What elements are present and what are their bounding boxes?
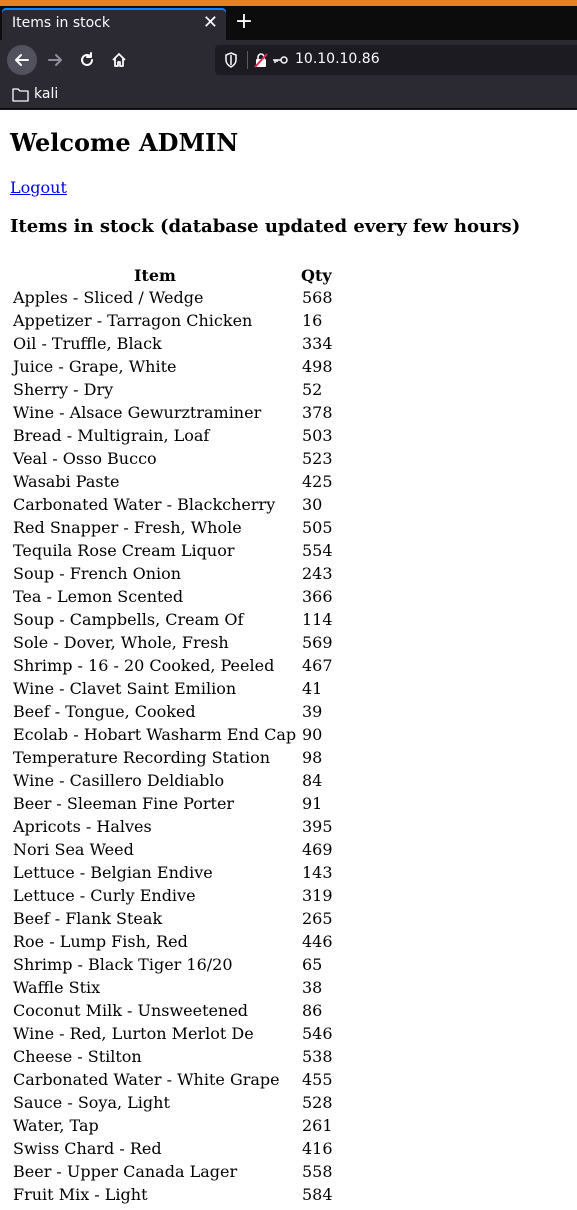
item-name-cell: Lettuce - Curly Endive [13, 886, 196, 905]
item-qty-cell: 546 [302, 1024, 333, 1043]
back-button[interactable] [7, 45, 37, 75]
item-qty-cell: 334 [302, 334, 333, 353]
bookmark-folder-kali[interactable] [12, 85, 58, 103]
item-name-cell: Wasabi Paste [13, 472, 120, 491]
url-text[interactable]: 10.10.10.86 [295, 51, 380, 67]
item-name-cell: Lettuce - Belgian Endive [13, 863, 213, 882]
item-qty-cell: 41 [302, 679, 323, 698]
table-row [11, 654, 335, 677]
item-name-cell: Oil - Truffle, Black [13, 334, 162, 353]
reload-button[interactable] [72, 45, 102, 75]
item-qty-cell: 416 [302, 1139, 333, 1158]
table-row [11, 1045, 335, 1068]
item-qty-cell: 505 [302, 518, 333, 537]
item-name-cell: Tea - Lemon Scented [13, 587, 184, 606]
home-button[interactable] [104, 45, 134, 75]
item-qty-cell: 554 [302, 541, 333, 560]
item-qty-cell: 366 [302, 587, 333, 606]
item-name-cell: Wine - Alsace Gewurztraminer [13, 403, 262, 422]
item-name-cell: Apples - Sliced / Wedge [13, 288, 204, 307]
table-row [11, 424, 335, 447]
table-row [11, 976, 335, 999]
table-row [11, 516, 335, 539]
item-qty-cell: 16 [302, 311, 323, 330]
table-row [11, 1114, 335, 1137]
item-qty-cell: 91 [302, 794, 323, 813]
url-separator [247, 51, 248, 69]
item-qty-cell: 425 [302, 472, 333, 491]
item-qty-cell: 319 [302, 886, 333, 905]
item-name-cell: Carbonated Water - White Grape [13, 1070, 280, 1089]
table-row [11, 539, 335, 562]
table-row [11, 1183, 335, 1206]
item-qty-cell: 498 [302, 357, 333, 376]
table-row [11, 884, 335, 907]
item-name-cell: Soup - Campbells, Cream Of [13, 610, 244, 629]
shield-icon[interactable] [223, 51, 239, 69]
home-icon [110, 51, 128, 69]
item-qty-cell: 39 [302, 702, 323, 721]
browser-chrome [0, 0, 577, 110]
item-qty-cell: 395 [302, 817, 333, 836]
item-qty-cell: 98 [302, 748, 323, 767]
item-name-cell: Wine - Casillero Deldiablo [13, 771, 225, 790]
table-header-row [11, 264, 335, 286]
item-qty-cell: 52 [302, 380, 323, 399]
url-bar[interactable] [215, 45, 577, 75]
item-name-cell: Bread - Multigrain, Loaf [13, 426, 210, 445]
table-row [11, 332, 335, 355]
item-name-cell: Roe - Lump Fish, Red [13, 932, 188, 951]
item-name-cell: Ecolab - Hobart Washarm End Cap [13, 725, 297, 744]
item-qty-cell: 261 [302, 1116, 333, 1135]
item-qty-cell: 84 [302, 771, 323, 790]
table-row [11, 815, 335, 838]
item-qty-cell: 584 [302, 1185, 333, 1204]
table-row [11, 447, 335, 470]
table-row [11, 769, 335, 792]
table-row [11, 1068, 335, 1091]
item-qty-cell: 86 [302, 1001, 323, 1020]
item-qty-cell: 243 [302, 564, 333, 583]
table-row [11, 562, 335, 585]
logout-link[interactable]: Logout [10, 178, 67, 197]
page-content [0, 110, 577, 1210]
item-name-cell: Carbonated Water - Blackcherry [13, 495, 276, 514]
stock-table [11, 264, 335, 1206]
table-row [11, 700, 335, 723]
stock-table-body [11, 286, 335, 1206]
table-row [11, 470, 335, 493]
item-name-cell: Beer - Sleeman Fine Porter [13, 794, 235, 813]
bookmark-label: kali [34, 86, 59, 102]
item-qty-cell: 30 [302, 495, 323, 514]
item-name-cell: Wine - Clavet Saint Emilion [13, 679, 237, 698]
item-qty-cell: 90 [302, 725, 323, 744]
table-row [11, 378, 335, 401]
tab-title: Items in stock [12, 15, 110, 31]
stock-subtitle: Items in stock (database updated every few hours) [10, 216, 521, 237]
table-row [11, 838, 335, 861]
item-name-cell: Coconut Milk - Unsweetened [13, 1001, 249, 1020]
item-name-cell: Temperature Recording Station [13, 748, 271, 767]
table-row [11, 401, 335, 424]
table-row [11, 677, 335, 700]
item-name-cell: Red Snapper - Fresh, Whole [13, 518, 242, 537]
table-row [11, 1091, 335, 1114]
page-title: Welcome ADMIN [10, 128, 239, 157]
table-row [11, 631, 335, 654]
item-name-cell: Swiss Chard - Red [13, 1139, 162, 1158]
item-name-cell: Appetizer - Tarragon Chicken [13, 311, 253, 330]
item-qty-cell: 469 [302, 840, 333, 859]
item-qty-cell: 503 [302, 426, 333, 445]
item-name-cell: Tequila Rose Cream Liquor [13, 541, 235, 560]
forward-button[interactable] [40, 45, 70, 75]
item-name-cell: Water, Tap [13, 1116, 99, 1135]
item-name-cell: Sherry - Dry [13, 380, 114, 399]
item-qty-cell: 455 [302, 1070, 333, 1089]
table-row [11, 999, 335, 1022]
item-name-cell: Shrimp - 16 - 20 Cooked, Peeled [13, 656, 275, 675]
table-row [11, 746, 335, 769]
tab-bar [0, 6, 577, 40]
navigation-toolbar [0, 40, 577, 80]
table-row [11, 1160, 335, 1183]
arrow-left-icon [13, 51, 31, 69]
item-qty-cell: 114 [302, 610, 333, 629]
item-name-cell: Veal - Osso Bucco [13, 449, 157, 468]
header-qty: Qty [301, 265, 332, 285]
item-qty-cell: 523 [302, 449, 333, 468]
item-qty-cell: 528 [302, 1093, 333, 1112]
item-name-cell: Beef - Flank Steak [13, 909, 163, 928]
insecure-lock-icon[interactable] [253, 51, 269, 69]
new-tab-button[interactable]: + [234, 9, 254, 34]
item-name-cell: Fruit Mix - Light [13, 1185, 148, 1204]
table-row [11, 286, 335, 309]
table-row [11, 608, 335, 631]
item-name-cell: Beer - Upper Canada Lager [13, 1162, 238, 1181]
item-qty-cell: 467 [302, 656, 333, 675]
item-name-cell: Juice - Grape, White [13, 357, 177, 376]
item-name-cell: Beef - Tongue, Cooked [13, 702, 196, 721]
close-tab-icon[interactable]: ✕ [202, 12, 218, 33]
table-row [11, 907, 335, 930]
item-name-cell: Cheese - Stilton [13, 1047, 142, 1066]
item-name-cell: Waffle Stix [13, 978, 101, 997]
item-qty-cell: 568 [302, 288, 333, 307]
table-row [11, 355, 335, 378]
item-name-cell: Shrimp - Black Tiger 16/20 [13, 955, 233, 974]
item-qty-cell: 538 [302, 1047, 333, 1066]
table-row [11, 953, 335, 976]
table-row [11, 493, 335, 516]
item-qty-cell: 446 [302, 932, 333, 951]
folder-icon [12, 87, 29, 102]
table-row [11, 930, 335, 953]
item-qty-cell: 265 [302, 909, 333, 928]
key-icon[interactable] [271, 53, 289, 67]
item-name-cell: Sole - Dover, Whole, Fresh [13, 633, 229, 652]
table-row [11, 1022, 335, 1045]
item-name-cell: Nori Sea Weed [13, 840, 134, 859]
bookmarks-toolbar [0, 80, 577, 109]
table-row [11, 792, 335, 815]
item-name-cell: Wine - Red, Lurton Merlot De [13, 1024, 254, 1043]
item-name-cell: Sauce - Soya, Light [13, 1093, 170, 1112]
table-row [11, 1137, 335, 1160]
item-name-cell: Apricots - Halves [13, 817, 152, 836]
item-qty-cell: 378 [302, 403, 333, 422]
item-qty-cell: 65 [302, 955, 323, 974]
item-qty-cell: 569 [302, 633, 333, 652]
table-row [11, 861, 335, 884]
table-row [11, 585, 335, 608]
tab-items-in-stock[interactable] [2, 8, 226, 40]
header-item: Item [134, 265, 176, 285]
reload-icon [78, 51, 96, 69]
item-qty-cell: 558 [302, 1162, 333, 1181]
arrow-right-icon [46, 51, 64, 69]
table-row [11, 309, 335, 332]
table-row [11, 723, 335, 746]
item-qty-cell: 143 [302, 863, 333, 882]
item-qty-cell: 38 [302, 978, 323, 997]
item-name-cell: Soup - French Onion [13, 564, 182, 583]
